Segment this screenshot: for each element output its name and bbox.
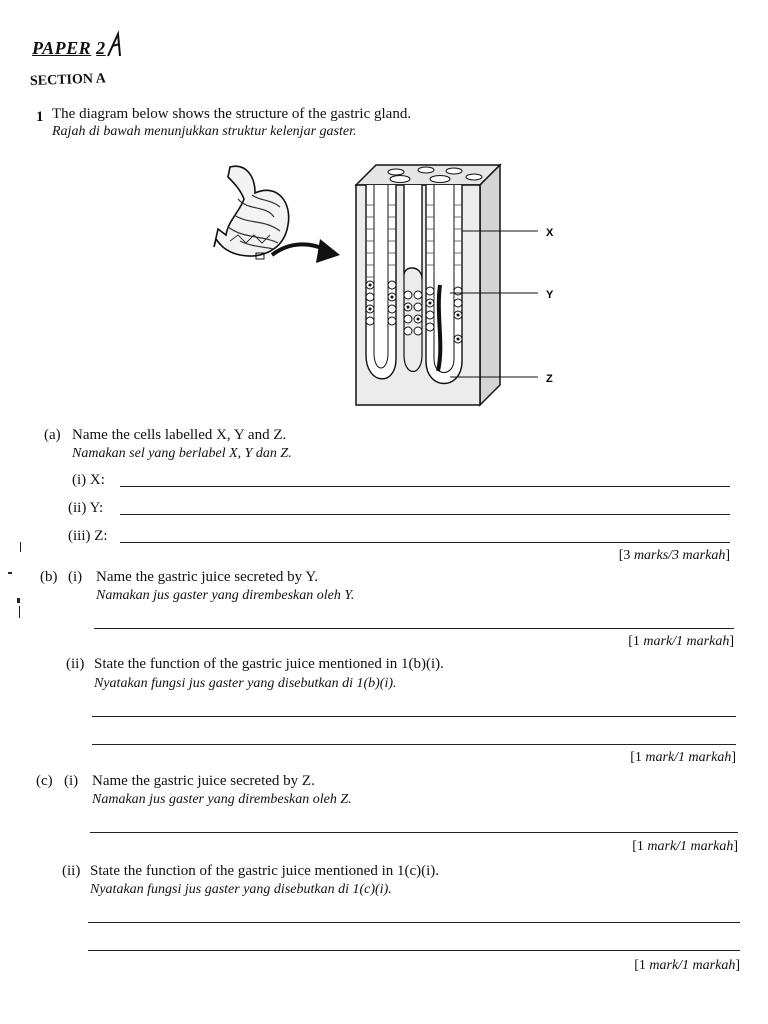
margin-mark (17, 598, 20, 603)
part-a-text-en: Name the cells labelled X, Y and Z. (72, 427, 287, 443)
question-number: 1 (36, 109, 44, 125)
part-b-i-text-ms: Namakan jus gaster yang dirembeskan oleh Y. (96, 588, 355, 603)
answer-line-c-i[interactable] (90, 832, 738, 833)
part-b-ii-text-en: State the function of the gastric juice mentioned in 1(b)(i). (94, 656, 444, 672)
part-c-ii-marks: [1 mark/1 markah] (634, 958, 740, 973)
part-c-i-text-en: Name the gastric juice secreted by Z. (92, 773, 315, 789)
arrow-icon (272, 239, 340, 263)
part-a-marks: [3 marks/3 markah] (618, 548, 730, 563)
part-a-text-ms: Namakan sel yang berlabel X, Y dan Z. (72, 446, 292, 461)
answer-line-y[interactable] (120, 514, 730, 515)
handwritten-mark (106, 30, 126, 60)
margin-mark (8, 572, 12, 574)
margin-mark (19, 606, 20, 618)
answer-line-b-ii-2[interactable] (92, 744, 736, 745)
part-b-i-marks: [1 mark/1 markah] (628, 634, 734, 649)
label-x: X (546, 227, 554, 239)
part-b-i-text-en: Name the gastric juice secreted by Y. (96, 569, 318, 585)
part-c-ii-text-ms: Nyatakan fungsi jus gaster yang disebutkan di 1(c)(i). (90, 882, 392, 897)
part-c-i-marks: [1 mark/1 markah] (632, 839, 738, 854)
part-a-tag: (a) (44, 427, 61, 443)
gastric-gland-diagram (200, 155, 570, 415)
part-c-ii-text-en: State the function of the gastric juice mentioned in 1(c)(i). (90, 863, 440, 879)
paper-number: 2 (96, 38, 106, 58)
section-title: SECTION A (29, 71, 107, 89)
part-c-i-text-ms: Namakan jus gaster yang dirembeskan oleh Z. (92, 792, 352, 807)
part-c-tag: (c) (36, 773, 53, 789)
stomach-illustration (214, 166, 289, 259)
label-y: Y (546, 289, 554, 301)
part-b-ii-text-ms: Nyatakan fungsi jus gaster yang disebutkan di 1(b)(i). (94, 676, 397, 691)
part-c-ii-tag: (ii) (62, 863, 81, 879)
label-z: Z (546, 373, 553, 385)
answer-line-b-ii-1[interactable] (92, 716, 736, 717)
part-b-ii-marks: [1 mark/1 markah] (630, 750, 736, 765)
answer-line-c-ii-1[interactable] (88, 922, 740, 923)
answer-line-z[interactable] (120, 542, 730, 543)
question-intro-en: The diagram below shows the structure of the gastric gland. (52, 106, 412, 122)
part-b-tag: (b) (40, 569, 58, 585)
margin-mark (20, 542, 21, 552)
part-a-item-y: (ii) Y: (68, 500, 104, 516)
part-b-i-tag: (i) (68, 569, 83, 585)
part-a-item-z: (iii) Z: (68, 528, 108, 544)
part-a-item-x: (i) X: (72, 472, 105, 488)
paper-title (32, 38, 106, 59)
answer-line-x[interactable] (120, 486, 730, 487)
part-b-ii-tag: (ii) (66, 656, 85, 672)
part-c-i-tag: (i) (64, 773, 79, 789)
answer-line-b-i[interactable] (94, 628, 734, 629)
question-intro-ms: Rajah di bawah menunjukkan struktur kelenjar gaster. (52, 124, 357, 139)
answer-line-c-ii-2[interactable] (88, 950, 740, 951)
paper-label: PAPER (32, 38, 92, 58)
gland-block (356, 165, 500, 405)
